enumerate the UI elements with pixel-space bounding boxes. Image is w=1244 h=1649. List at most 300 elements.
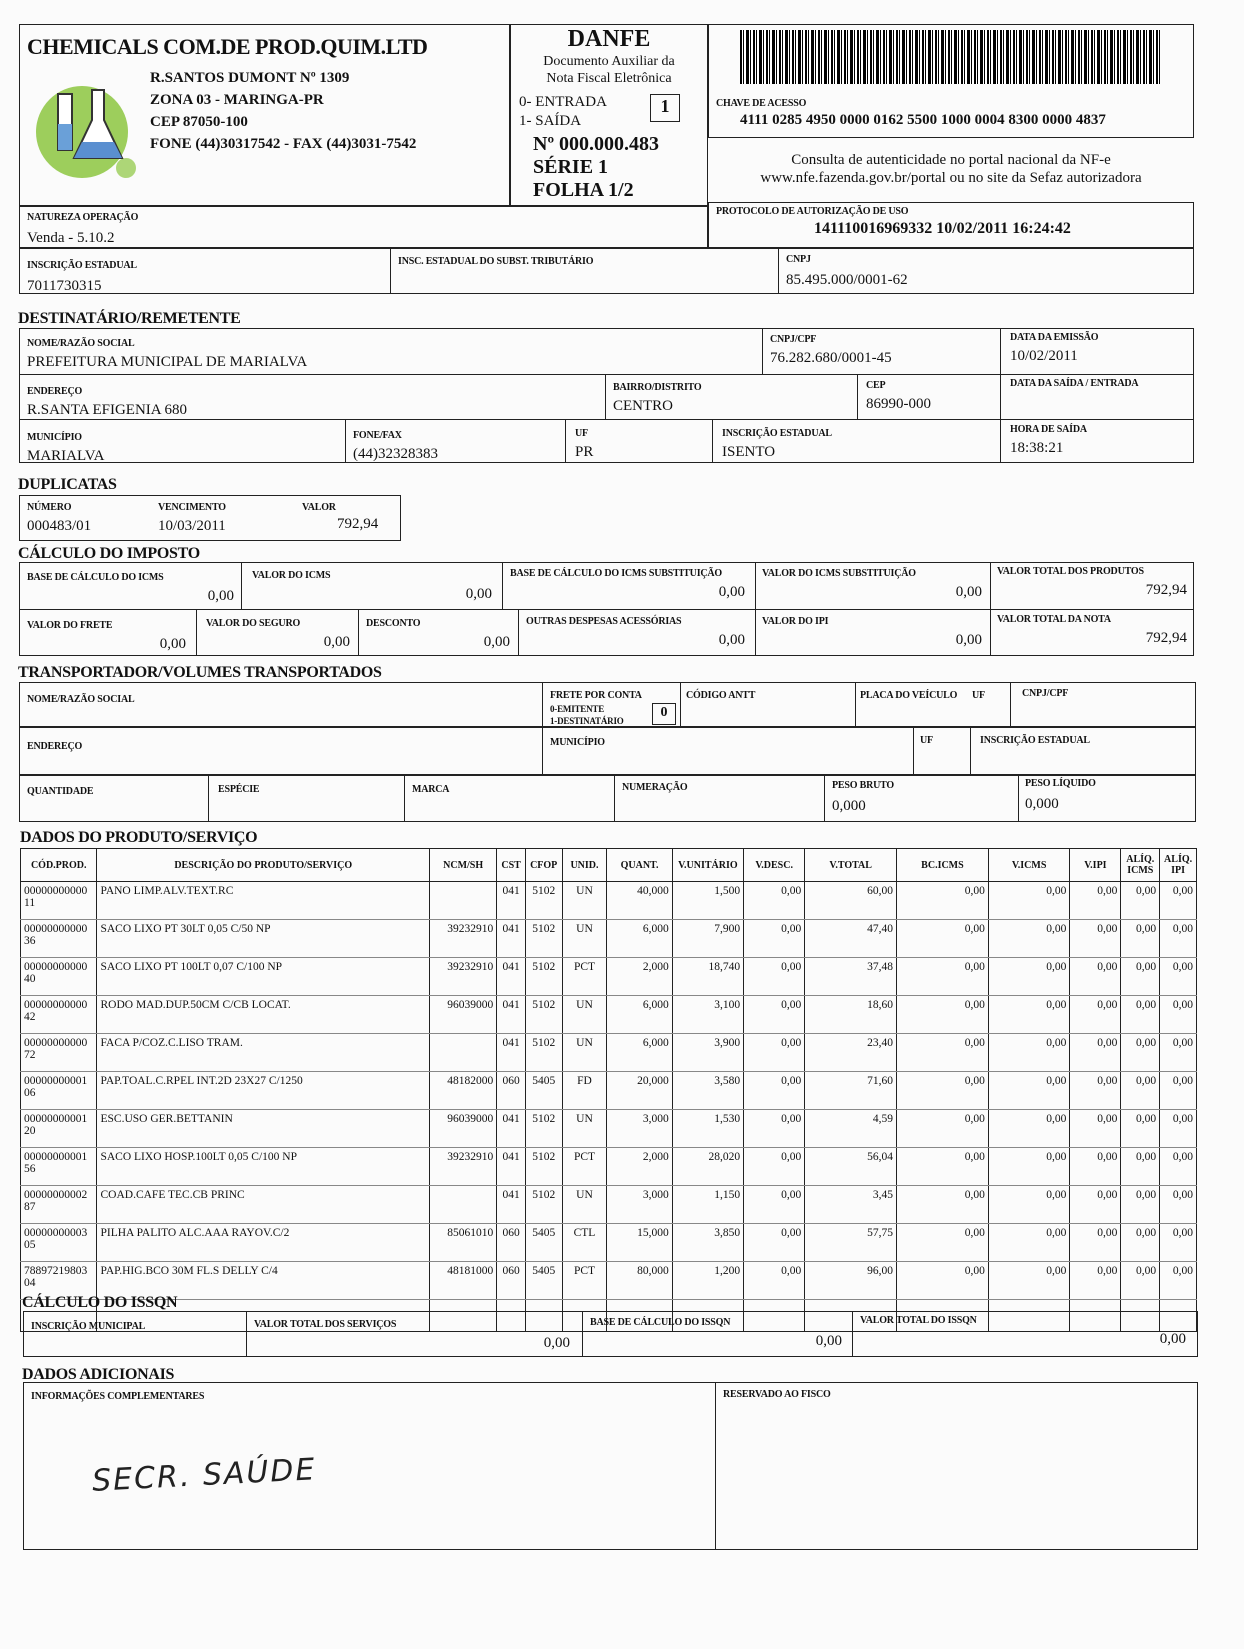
product-unit: UN [562,882,607,920]
product-quantity: 6,000 [607,920,672,958]
product-aliq-icms: 0,00 [1121,1262,1160,1300]
product-cst: 041 [497,882,526,920]
product-code-line2: 06 [24,1087,36,1099]
product-quantity: 3,000 [607,1186,672,1224]
natureza-value: Venda - 5.10.2 [27,230,115,246]
product-quantity: 40,000 [607,882,672,920]
product-quantity: 20,000 [607,1072,672,1110]
products-body [21,882,1197,1332]
product-icms: 0,00 [988,1262,1070,1300]
product-ncm [429,882,496,920]
cnpj-value: 85.495.000/0001-62 [786,272,908,288]
ie-row [19,248,1194,294]
product-quantity: 3,000 [607,1110,672,1148]
product-aliq-ipi: 0,00 [1160,1148,1197,1186]
product-unit-price: 1,200 [672,1262,743,1300]
product-total: 23,40 [805,1034,897,1072]
product-code-line1: 78897219803 [24,1265,88,1277]
product-unit: UN [562,1034,607,1072]
emitter-address1: R.SANTOS DUMONT Nº 1309 [150,70,350,86]
product-icms: 0,00 [988,1186,1070,1224]
emitter-address2: ZONA 03 - MARINGA-PR [150,92,324,108]
product-code-line2: 72 [24,1049,36,1061]
natureza-label: NATUREZA OPERAÇÃO [27,212,139,223]
product-unit-price: 1,530 [672,1110,743,1148]
protocolo-value: 141110016969332 10/02/2011 16:24:42 [814,220,1071,237]
transp-peso-bruto-label: PESO BRUTO [832,780,894,791]
product-ncm: 39232910 [429,1148,496,1186]
product-cst: 041 [497,958,526,996]
product-discount: 0,00 [744,1224,805,1262]
dest-municipio: MARIALVA [27,448,105,464]
product-quantity: 15,000 [607,1224,672,1262]
product-cfop: 5405 [525,1072,562,1110]
issqn-base: 0,00 [815,1333,842,1349]
product-discount: 0,00 [744,882,805,920]
product-unit: PCT [562,958,607,996]
product-description: PAP.HIG.BCO 30M FL.S DELLY C/4 [97,1262,430,1300]
dest-cep: 86990-000 [866,396,931,412]
product-code [21,882,97,920]
dest-cep-label: CEP [866,380,886,391]
transp-frete-opt2: 1-DESTINATÁRIO [550,716,624,726]
product-ipi: 0,00 [1070,1148,1121,1186]
product-code-line1: 00000000000 [24,1037,88,1049]
product-aliq-ipi: 0,00 [1160,882,1197,920]
product-unit-price: 3,900 [672,1034,743,1072]
valor-st-label: VALOR DO ICMS SUBSTITUIÇÃO [762,568,916,579]
total-nota: 792,94 [1145,630,1187,646]
access-key-label: CHAVE DE ACESSO [716,98,807,109]
product-aliq-ipi: 0,00 [1160,1072,1197,1110]
company-logo [30,80,140,180]
product-code-line1: 00000000000 [24,999,88,1011]
dest-ie: ISENTO [722,444,776,460]
product-icms: 0,00 [988,958,1070,996]
product-cfop: 5102 [525,1148,562,1186]
ipi: 0,00 [955,632,982,648]
product-code-line1: 00000000001 [24,1151,88,1163]
product-unit-price: 28,020 [672,1148,743,1186]
product-unit-price: 3,580 [672,1072,743,1110]
product-description: SACO LIXO PT 30LT 0,05 C/50 NP [97,920,430,958]
product-cfop: 5102 [525,920,562,958]
product-icms: 0,00 [988,1110,1070,1148]
product-unit: UN [562,920,607,958]
product-cfop: 5102 [525,996,562,1034]
product-aliq-ipi: 0,00 [1160,1034,1197,1072]
product-icms: 0,00 [988,1072,1070,1110]
col-header: ALÍQ. ICMS [1121,849,1160,882]
desconto-label: DESCONTO [366,618,421,629]
product-ncm: 39232910 [429,920,496,958]
product-cst: 041 [497,1034,526,1072]
product-code [21,1072,97,1110]
dup-venc: 10/03/2011 [158,518,226,534]
product-total: 3,45 [805,1186,897,1224]
product-description: PANO LIMP.ALV.TEXT.RC [97,882,430,920]
product-aliq-icms: 0,00 [1121,882,1160,920]
product-aliq-ipi: 0,00 [1160,920,1197,958]
dest-fone-label: FONE/FAX [353,430,402,441]
product-icms: 0,00 [988,1224,1070,1262]
col-header: BC.ICMS [897,849,989,882]
danfe-number: Nº 000.000.483 [533,133,660,155]
cnpj-label: CNPJ [786,254,811,265]
product-code-line1: 00000000000 [24,923,88,935]
product-quantity: 6,000 [607,1034,672,1072]
product-unit: FD [562,1072,607,1110]
product-ipi: 0,00 [1070,1110,1121,1148]
product-row [21,1262,1197,1300]
product-code-line2: 40 [24,973,36,985]
transp-row3 [19,775,1196,822]
product-code-line1: 00000000003 [24,1227,88,1239]
dest-municipio-label: MUNICÍPIO [27,432,82,443]
product-unit: CTL [562,1224,607,1262]
dest-cnpj-label: CNPJ/CPF [770,334,817,345]
valor-icms: 0,00 [465,586,492,602]
product-unit-price: 3,100 [672,996,743,1034]
product-row [21,1110,1197,1148]
valor-icms-label: VALOR DO ICMS [252,570,331,581]
transp-qtd-label: QUANTIDADE [27,786,94,797]
product-row [21,920,1197,958]
product-cst: 041 [497,920,526,958]
product-cfop: 5102 [525,882,562,920]
col-header: V.UNITÁRIO [672,849,743,882]
product-aliq-icms: 0,00 [1121,1148,1160,1186]
product-code-line2: 36 [24,935,36,947]
product-bc-icms: 0,00 [897,882,989,920]
product-ncm: 39232910 [429,958,496,996]
product-cfop: 5102 [525,1034,562,1072]
product-cst: 041 [497,1110,526,1148]
product-code-line2: 87 [24,1201,36,1213]
transp-cnpj-label: CNPJ/CPF [1022,688,1069,699]
product-ipi: 0,00 [1070,958,1121,996]
base-st-label: BASE DE CÁLCULO DO ICMS SUBSTITUIÇÃO [510,568,723,579]
product-code-line1: 00000000001 [24,1113,88,1125]
product-code-line1: 00000000002 [24,1189,88,1201]
desconto: 0,00 [483,634,510,650]
product-aliq-ipi: 0,00 [1160,958,1197,996]
valor-st: 0,00 [955,584,982,600]
product-ipi: 0,00 [1070,1034,1121,1072]
product-code [21,1110,97,1148]
product-row [21,996,1197,1034]
dup-numero-label: NÚMERO [27,502,72,513]
issqn-section-title: CÁLCULO DO ISSQN [22,1294,178,1311]
imposto-section-title: CÁLCULO DO IMPOSTO [18,545,200,562]
product-discount: 0,00 [744,1034,805,1072]
consult-line1: Consulta de autenticidade no portal nacional da NF-e [791,152,1111,168]
product-code-line1: 00000000001 [24,1075,88,1087]
product-aliq-icms: 0,00 [1121,1224,1160,1262]
product-aliq-ipi: 0,00 [1160,996,1197,1034]
product-cfop: 5102 [525,958,562,996]
dest-uf: PR [575,444,594,460]
dest-hora-label: HORA DE SAÍDA [1010,424,1087,435]
product-discount: 0,00 [744,996,805,1034]
handwritten-note: SECR. SAÚDE [91,1452,318,1499]
product-row [21,1186,1197,1224]
product-description: PAP.TOAL.C.RPEL INT.2D 23X27 C/1250 [97,1072,430,1110]
danfe-saida: 1- SAÍDA [519,113,582,129]
product-total: 96,00 [805,1262,897,1300]
product-aliq-icms: 0,00 [1121,920,1160,958]
product-ncm: 48181000 [429,1262,496,1300]
danfe-entrada: 0- ENTRADA [519,94,607,110]
dest-fone: (44)32328383 [353,446,438,462]
product-cst: 041 [497,996,526,1034]
frete-label: VALOR DO FRETE [27,620,113,631]
transp-frete-value: 0 [660,705,668,720]
product-discount: 0,00 [744,1148,805,1186]
dest-saida-label: DATA DA SAÍDA / ENTRADA [1010,378,1139,389]
product-quantity: 2,000 [607,1148,672,1186]
products-header-row [21,849,1197,882]
product-discount: 0,00 [744,1110,805,1148]
produtos-section-title: DADOS DO PRODUTO/SERVIÇO [20,829,258,846]
product-unit: UN [562,996,607,1034]
transp-uf2-label: UF [920,735,933,746]
product-total: 18,60 [805,996,897,1034]
product-unit-price: 1,500 [672,882,743,920]
product-ipi: 0,00 [1070,1072,1121,1110]
product-row [21,958,1197,996]
product-code-line2: 04 [24,1277,36,1289]
product-row [21,1034,1197,1072]
transp-peso-bruto: 0,000 [832,798,866,814]
product-total: 60,00 [805,882,897,920]
product-ipi: 0,00 [1070,996,1121,1034]
emitter-phone: FONE (44)30317542 - FAX (44)3031-7542 [150,136,417,152]
product-code [21,1034,97,1072]
product-aliq-icms: 0,00 [1121,1072,1160,1110]
issqn-servicos: 0,00 [543,1335,570,1351]
product-bc-icms: 0,00 [897,1148,989,1186]
transp-antt-label: CÓDIGO ANTT [686,690,756,701]
total-prod-label: VALOR TOTAL DOS PRODUTOS [997,566,1144,577]
product-ncm [429,1186,496,1224]
dest-cnpj: 76.282.680/0001-45 [770,350,892,366]
product-icms: 0,00 [988,920,1070,958]
product-total: 4,59 [805,1110,897,1148]
product-aliq-icms: 0,00 [1121,958,1160,996]
base-icms: 0,00 [207,588,234,604]
product-cst: 060 [497,1262,526,1300]
dest-name: PREFEITURA MUNICIPAL DE MARIALVA [27,354,308,370]
total-prod: 792,94 [1145,582,1187,598]
product-discount: 0,00 [744,1072,805,1110]
transp-especie-label: ESPÉCIE [218,784,260,795]
consult-line2: www.nfe.fazenda.gov.br/portal ou no site da Sefaz autorizadora [760,170,1142,186]
product-cst: 041 [497,1186,526,1224]
product-bc-icms: 0,00 [897,1262,989,1300]
outras-label: OUTRAS DESPESAS ACESSÓRIAS [526,616,682,627]
product-unit-price: 1,150 [672,1186,743,1224]
base-st: 0,00 [718,584,745,600]
product-cst: 060 [497,1072,526,1110]
product-unit: PCT [562,1148,607,1186]
dest-emissao: 10/02/2011 [1010,348,1078,364]
product-code [21,996,97,1034]
issqn-base-label: BASE DE CÁLCULO DO ISSQN [590,1317,731,1328]
product-unit: UN [562,1110,607,1148]
product-cst: 041 [497,1148,526,1186]
transp-endereco-label: ENDEREÇO [27,741,83,752]
product-aliq-ipi: 0,00 [1160,1224,1197,1262]
product-aliq-icms: 0,00 [1121,1186,1160,1224]
product-code [21,958,97,996]
product-bc-icms: 0,00 [897,1224,989,1262]
col-header: DESCRIÇÃO DO PRODUTO/SERVIÇO [97,849,430,882]
transp-section-title: TRANSPORTADOR/VOLUMES TRANSPORTADOS [18,664,382,681]
product-ipi: 0,00 [1070,1224,1121,1262]
product-code [21,1148,97,1186]
frete: 0,00 [159,636,186,652]
product-row [21,1148,1197,1186]
issqn-servicos-label: VALOR TOTAL DOS SERVIÇOS [254,1319,397,1330]
product-ipi: 0,00 [1070,920,1121,958]
product-ncm [429,1034,496,1072]
dest-name-label: NOME/RAZÃO SOCIAL [27,338,135,349]
ipi-label: VALOR DO IPI [762,616,829,627]
dest-uf-label: UF [575,428,588,439]
product-code-line2: 11 [24,897,36,909]
product-bc-icms: 0,00 [897,920,989,958]
product-row [21,882,1197,920]
product-code-line1: 00000000000 [24,961,88,973]
product-discount: 0,00 [744,1186,805,1224]
product-aliq-ipi: 0,00 [1160,1110,1197,1148]
product-discount: 0,00 [744,920,805,958]
product-unit-price: 18,740 [672,958,743,996]
col-header: V.TOTAL [805,849,897,882]
product-discount: 0,00 [744,1262,805,1300]
product-bc-icms: 0,00 [897,1186,989,1224]
dest-endereco-label: ENDEREÇO [27,386,83,397]
dest-hora: 18:38:21 [1010,440,1064,456]
product-total: 47,40 [805,920,897,958]
access-key: 4111 0285 4950 0000 0162 5500 1000 0004 8300 0000 4837 [740,112,1106,128]
product-ncm: 96039000 [429,1110,496,1148]
product-description: COAD.CAFE TEC.CB PRINC [97,1186,430,1224]
product-code-line2: 05 [24,1239,36,1251]
transp-uf-label: UF [972,690,985,701]
product-code [21,1224,97,1262]
dest-section-title: DESTINATÁRIO/REMETENTE [18,310,241,327]
col-header: V.ICMS [988,849,1070,882]
transp-ie-label: INSCRIÇÃO ESTADUAL [980,735,1090,746]
product-unit-price: 7,900 [672,920,743,958]
dup-section-title: DUPLICATAS [18,476,117,493]
info-complementares-label: INFORMAÇÕES COMPLEMENTARES [31,1391,205,1402]
product-unit-price: 3,850 [672,1224,743,1262]
transp-frete-label: FRETE POR CONTA [550,690,642,701]
col-header: UNID. [562,849,607,882]
product-aliq-icms: 0,00 [1121,1110,1160,1148]
emitter-cep: CEP 87050-100 [150,114,248,130]
product-ncm: 48182000 [429,1072,496,1110]
product-total: 56,04 [805,1148,897,1186]
product-row [21,1072,1197,1110]
product-ncm: 96039000 [429,996,496,1034]
col-header: CST [497,849,526,882]
product-aliq-ipi: 0,00 [1160,1186,1197,1224]
product-description: RODO MAD.DUP.50CM C/CB LOCAT. [97,996,430,1034]
product-description: FACA P/COZ.C.LISO TRAM. [97,1034,430,1072]
product-quantity: 6,000 [607,996,672,1034]
product-description: ESC.USO GER.BETTANIN [97,1110,430,1148]
product-aliq-ipi: 0,00 [1160,1262,1197,1300]
product-cst: 060 [497,1224,526,1262]
ie-subst-label: INSC. ESTADUAL DO SUBST. TRIBUTÁRIO [398,256,594,267]
product-icms: 0,00 [988,1034,1070,1072]
transp-numeracao-label: NUMERAÇÃO [622,782,688,793]
product-bc-icms: 0,00 [897,996,989,1034]
dest-bairro-label: BAIRRO/DISTRITO [613,382,702,393]
col-header: QUANT. [607,849,672,882]
danfe-subtitle2: Nota Fiscal Eletrônica [546,71,672,86]
product-ipi: 0,00 [1070,1262,1121,1300]
product-code-line2: 42 [24,1011,36,1023]
product-total: 57,75 [805,1224,897,1262]
product-aliq-icms: 0,00 [1121,996,1160,1034]
col-header: V.DESC. [744,849,805,882]
issqn-im-label: INSCRIÇÃO MUNICIPAL [31,1321,146,1332]
dest-ie-label: INSCRIÇÃO ESTADUAL [722,428,832,439]
product-aliq-icms: 0,00 [1121,1034,1160,1072]
product-code-line2: 20 [24,1125,36,1137]
product-total: 37,48 [805,958,897,996]
product-unit: UN [562,1186,607,1224]
transp-peso-liq-label: PESO LÍQUIDO [1025,778,1096,789]
transp-peso-liq: 0,000 [1025,796,1059,812]
product-quantity: 2,000 [607,958,672,996]
product-ncm: 85061010 [429,1224,496,1262]
product-icms: 0,00 [988,1148,1070,1186]
product-cfop: 5102 [525,1110,562,1148]
product-unit: PCT [562,1262,607,1300]
product-ipi: 0,00 [1070,1186,1121,1224]
dup-venc-label: VENCIMENTO [158,502,226,513]
product-total: 71,60 [805,1072,897,1110]
transp-municipio-label: MUNICÍPIO [550,737,605,748]
product-code-line1: 00000000000 [24,885,88,897]
issqn-total-label: VALOR TOTAL DO ISSQN [860,1315,977,1326]
col-header: CÓD.PROD. [21,849,97,882]
product-row [21,1224,1197,1262]
emitter-name: CHEMICALS COM.DE PROD.QUIM.LTD [27,34,428,59]
danfe-serie: SÉRIE 1 [533,156,609,178]
product-ipi: 0,00 [1070,882,1121,920]
col-header: CFOP [525,849,562,882]
outras: 0,00 [718,632,745,648]
danfe-folha: FOLHA 1/2 [533,179,634,201]
base-icms-label: BASE DE CÁLCULO DO ICMS [27,572,164,583]
dest-emissao-label: DATA DA EMISSÃO [1010,332,1099,343]
dest-bairro: CENTRO [613,398,673,414]
total-nota-label: VALOR TOTAL DA NOTA [997,614,1111,625]
product-icms: 0,00 [988,882,1070,920]
product-cfop: 5405 [525,1224,562,1262]
product-code [21,1186,97,1224]
adicionais-section-title: DADOS ADICIONAIS [22,1366,175,1383]
dup-valor: 792,94 [337,516,379,532]
product-description: PILHA PALITO ALC.AAA RAYOV.C/2 [97,1224,430,1262]
